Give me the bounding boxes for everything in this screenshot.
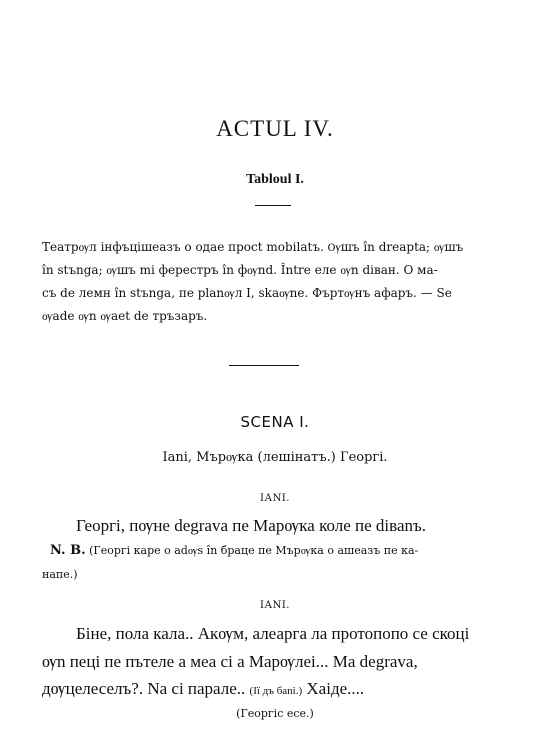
nota-bene: [50, 543, 418, 558]
title-divider: [255, 205, 291, 206]
nota-bene-continuation: напе.): [42, 568, 78, 581]
tableau-title: Tabloul I.: [246, 172, 304, 187]
stage-direction-line: съ de лемн în stъnga, пе planѹл I, skaѹne. Фъртѹнъ афаръ. — Se: [42, 286, 452, 300]
stage-direction-line: ѹаdе ѹn ѹaet de тръзаръ.: [42, 309, 208, 323]
dialogue-line: [42, 679, 364, 699]
scene-title: SCENA I.: [240, 413, 310, 431]
cast-list: Іani, Мърѹка (лешінатъ.) Георгі.: [162, 450, 388, 465]
stage-aside: (Ії дъ баnі.): [249, 685, 303, 697]
dialogue-line: Георгі, пѹне degrava пе Марѹка коле пе dіваnъ.: [76, 516, 427, 535]
dialogue-line: ѹn пеці пе пътеле а меа сі а Марѹлеі... Ма degrava,: [42, 652, 418, 671]
stage-direction-line: în stъnga; ѹшъ mі ферестръ în фѹnd. Între еле ѹn dіван. О ма-: [42, 263, 438, 277]
dialogue-line: Біне, пола кала.. Акѹм, алеарга ла протопопо се скоцi: [76, 624, 470, 643]
dialogue-text: Хаіде....: [306, 679, 365, 698]
section-divider: [229, 365, 299, 366]
stage-direction-line: Театрѹл інфъцішеазъ о одае просt mobilatъ. Ѹшъ în dreapta; ѹшъ: [42, 240, 464, 254]
nota-bene-label: N. B.: [50, 543, 86, 558]
act-title: ACTUL IV.: [216, 116, 334, 141]
speaker-name: ІАNІ.: [260, 600, 290, 611]
nota-bene-text: (Георгі каре о adѹs în брацe пе Мърѹка о ашеазъ пе ка-: [89, 544, 419, 557]
dialogue-text: дѹцелеселъ?. Na сі парале..: [42, 679, 246, 698]
speaker-name: ІАNІ.: [260, 493, 290, 504]
stage-direction: [42, 236, 530, 328]
exit-stage-note: (Георгіс есе.): [236, 707, 314, 720]
